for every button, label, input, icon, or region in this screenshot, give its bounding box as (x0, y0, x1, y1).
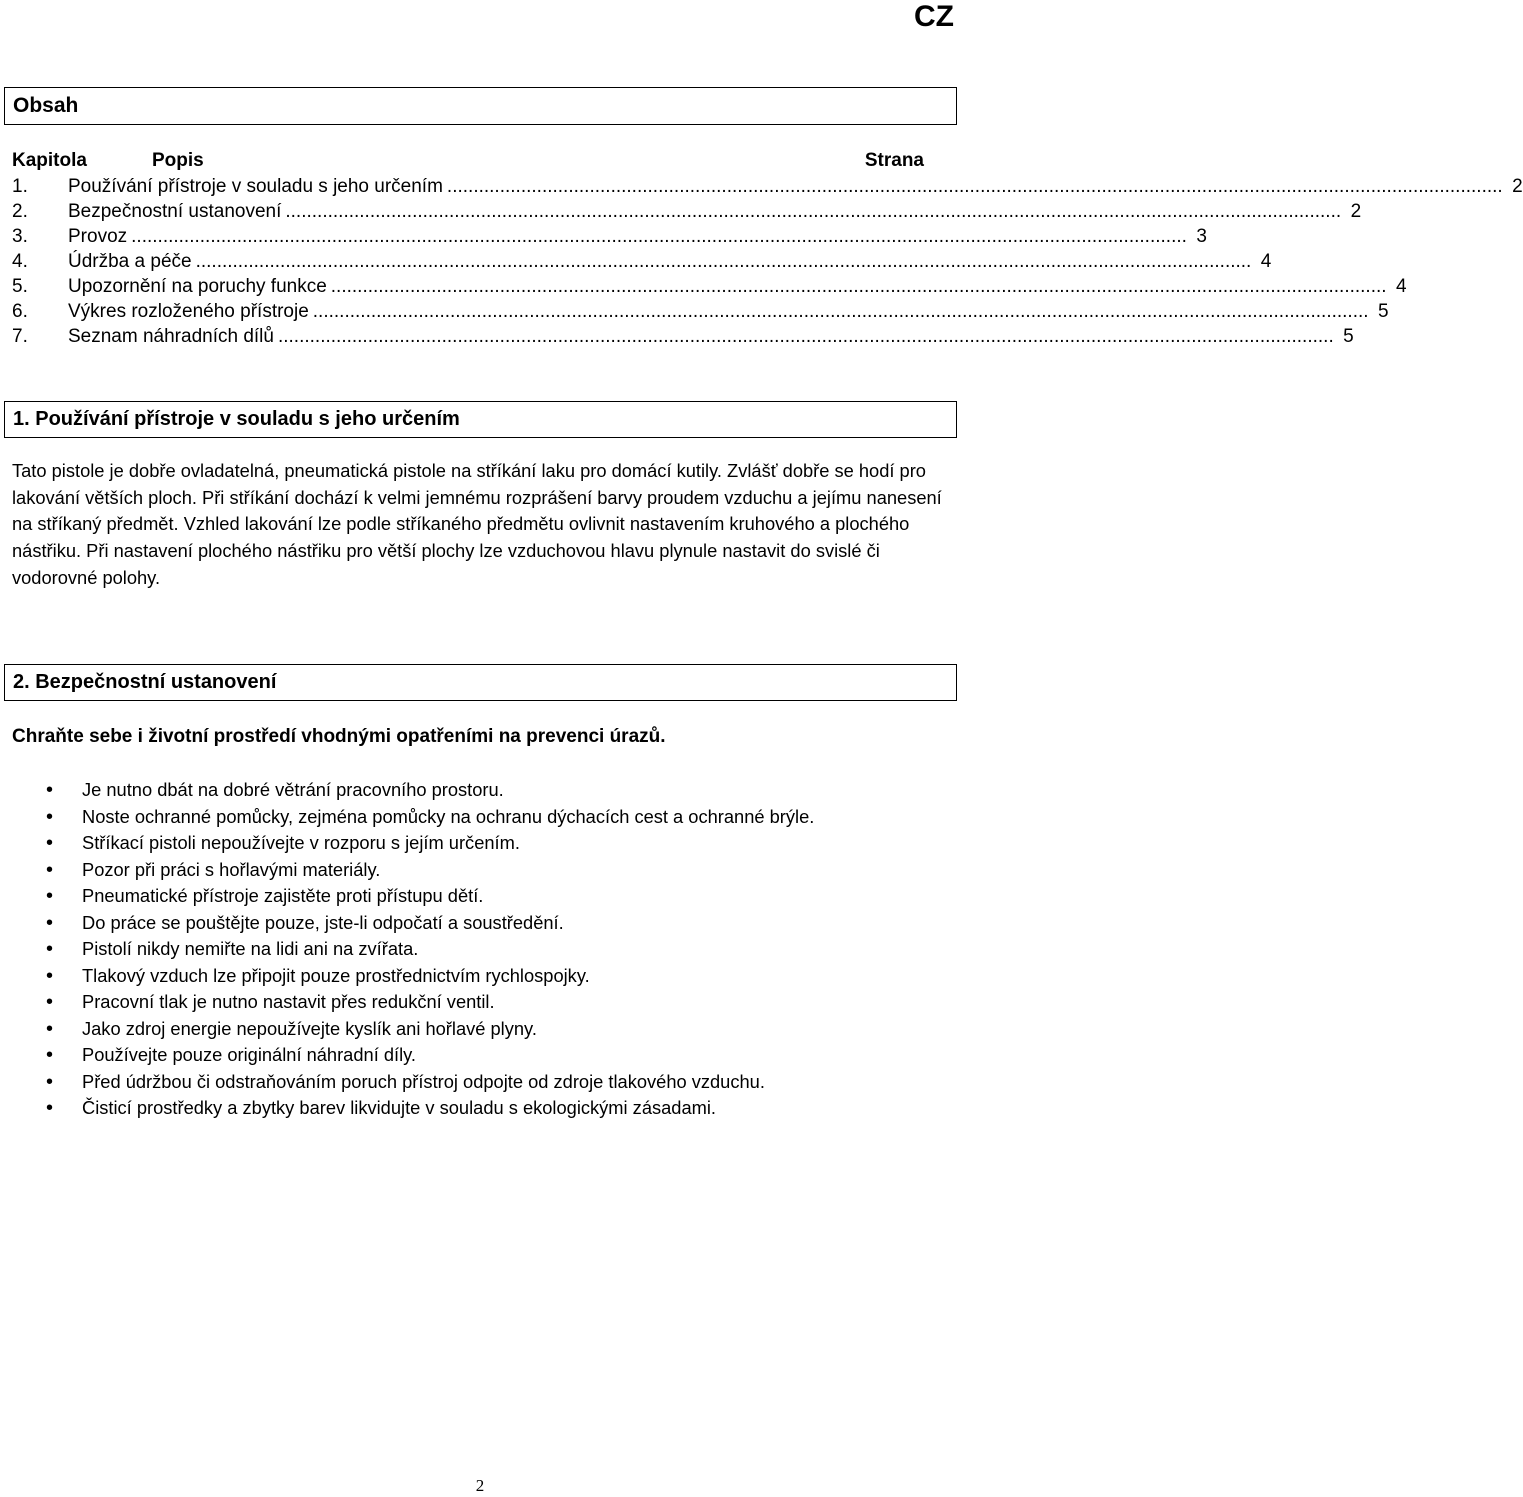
list-item: • Pracovní tlak je nutno nastavit přes redukční ventil. (46, 989, 936, 1016)
section1-heading: 1. Používání přístroje v souladu s jeho určením (13, 408, 460, 430)
list-item: • Stříkací pistoli nepoužívejte v rozporu s jejím určením. (46, 830, 936, 857)
list-item: • Čisticí prostředky a zbytky barev likvidujte v souladu s ekologickými zásadami. (46, 1095, 936, 1122)
toc-page: 2 (1512, 176, 1523, 197)
toc-heading: Obsah (13, 94, 79, 117)
toc-leader: ........................................................................................................................................................................................................ (277, 326, 1334, 347)
toc-num: 5. (12, 276, 28, 297)
toc-page: 3 (1196, 226, 1207, 247)
language-code: CZ (914, 0, 954, 33)
toc-title: Provoz (68, 226, 128, 247)
toc-title: Používání přístroje v souladu s jeho určením (68, 176, 443, 197)
toc-page: 4 (1260, 251, 1272, 272)
toc-num: 6. (12, 301, 28, 322)
toc-row[interactable] (12, 249, 1272, 274)
toc-page: 5 (1343, 326, 1354, 347)
list-item: • Jako zdroj energie nepoužívejte kyslík ani hořlavé plyny. (46, 1016, 936, 1043)
toc-header-row (12, 150, 924, 174)
toc-num: 1. (12, 176, 28, 197)
toc-page: 2 (1350, 201, 1362, 222)
toc-page: 4 (1395, 276, 1407, 297)
safety-list (46, 777, 936, 1122)
toc-row[interactable] (12, 324, 1354, 349)
list-item: • Pistolí nikdy nemiřte na lidi ani na zvířata. (46, 936, 936, 963)
toc-title: Výkres rozloženého přístroje (68, 301, 309, 322)
list-item: • Do práce se pouštějte pouze, jste-li odpočatí a soustředění. (46, 910, 936, 937)
toc-leader: ........................................................................................................................................................................................................ (446, 176, 1503, 197)
toc-title: Bezpečnostní ustanovení (68, 201, 282, 222)
toc-col-chapter: Kapitola (12, 150, 87, 171)
list-item: • Pozor při práci s hořlavými materiály. (46, 857, 936, 884)
toc-col-page: Strana (864, 150, 924, 171)
section2-heading: 2. Bezpečnostní ustanovení (13, 671, 277, 693)
toc-leader: ........................................................................................................................................................................................................ (285, 201, 1342, 222)
toc-num: 4. (12, 251, 28, 272)
list-item: • Používejte pouze originální náhradní díly. (46, 1042, 936, 1069)
list-item: • Tlakový vzduch lze připojit pouze prostřednictvím rychlospojky. (46, 963, 936, 990)
toc-row[interactable] (12, 174, 1523, 199)
toc-title: Údržba a péče (68, 251, 192, 272)
toc-num: 3. (12, 226, 28, 247)
toc-row[interactable] (12, 274, 1407, 299)
toc-leader: ........................................................................................................................................................................................................ (195, 251, 1252, 272)
toc-page: 5 (1377, 301, 1389, 322)
section2-heading-box (4, 664, 957, 701)
toc-heading-box (4, 87, 957, 125)
list-item: • Je nutno dbát na dobré větrání pracovního prostoru. (46, 777, 936, 804)
toc-leader: ........................................................................................................................................................................................................ (131, 226, 1187, 247)
toc-row[interactable] (12, 299, 1389, 324)
toc-row[interactable] (12, 199, 1362, 224)
section1-heading-box (4, 401, 957, 438)
toc-num: 7. (12, 326, 28, 347)
page-number: 2 (475, 1476, 485, 1495)
toc-title: Seznam náhradních dílů (68, 326, 274, 347)
toc-num: 2. (12, 201, 28, 222)
toc-col-desc: Popis (152, 150, 204, 171)
list-item: • Pneumatické přístroje zajistěte proti přístupu dětí. (46, 883, 936, 910)
section1-paragraph: Tato pistole je dobře ovladatelná, pneumatická pistole na stříkání laku pro domácí kutily. Zvlášť dobře se hodí pro lakování větších ploch. Při stříkání dochází k velmi jemnému rozprášení barvy proudem vzduchu a jejímu nanesení na stříkaný předmět. Vzhled lakování lze podle stříkaného předmětu ovlivnit nastavením kruhového a plochého nástřiku. Při nastavení plochého nástřiku pro větší plochy lze vzduchovou hlavu plynule nastavit do svislé či vodorovné polohy. (12, 460, 942, 588)
list-item: • Před údržbou či odstraňováním poruch přístroj odpojte od zdroje tlakového vzduchu. (46, 1069, 936, 1096)
toc-leader: ........................................................................................................................................................................................................ (312, 301, 1369, 322)
toc-title: Upozornění na poruchy funkce (68, 276, 327, 297)
toc-row[interactable] (12, 224, 1207, 249)
toc-leader: ........................................................................................................................................................................................................ (330, 276, 1387, 297)
list-item: • Noste ochranné pomůcky, zejména pomůcky na ochranu dýchacích cest a ochranné brýle. (46, 804, 936, 831)
section2-lead: Chraňte sebe i životní prostředí vhodnými opatřeními na prevenci úrazů. (12, 726, 666, 747)
